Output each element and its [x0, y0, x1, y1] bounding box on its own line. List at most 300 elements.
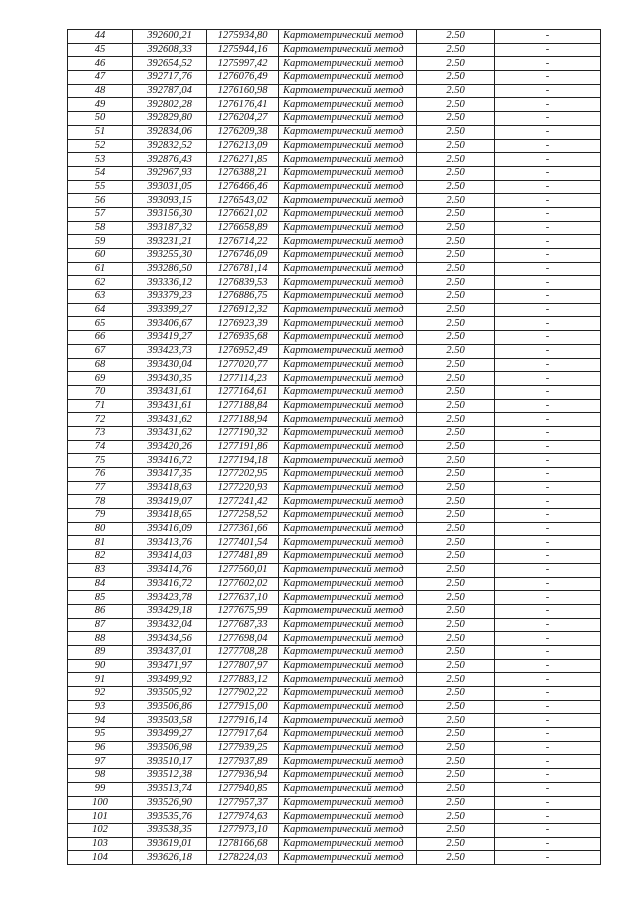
accuracy-cell: 2.50 — [417, 399, 495, 413]
y-coordinate-cell: 1276209,38 — [207, 125, 279, 139]
y-coordinate-cell: 1276935,68 — [207, 331, 279, 345]
x-coordinate-cell: 393512,38 — [133, 769, 207, 783]
y-coordinate-cell: 1276271,85 — [207, 153, 279, 167]
y-coordinate-cell: 1277675,99 — [207, 604, 279, 618]
point-number-cell: 95 — [68, 728, 133, 742]
accuracy-cell: 2.50 — [417, 454, 495, 468]
method-cell: Картометрический метод — [279, 372, 417, 386]
note-cell: - — [495, 536, 601, 550]
note-cell: - — [495, 673, 601, 687]
x-coordinate-cell: 393430,35 — [133, 372, 207, 386]
method-cell: Картометрический метод — [279, 741, 417, 755]
note-cell: - — [495, 700, 601, 714]
method-cell: Картометрический метод — [279, 563, 417, 577]
method-cell: Картометрический метод — [279, 180, 417, 194]
note-cell: - — [495, 221, 601, 235]
method-cell: Картометрический метод — [279, 700, 417, 714]
y-coordinate-cell: 1277902,22 — [207, 687, 279, 701]
accuracy-cell: 2.50 — [417, 221, 495, 235]
point-number-cell: 82 — [68, 550, 133, 564]
method-cell: Картометрический метод — [279, 221, 417, 235]
note-cell: - — [495, 495, 601, 509]
accuracy-cell: 2.50 — [417, 700, 495, 714]
note-cell: - — [495, 755, 601, 769]
note-cell: - — [495, 468, 601, 482]
table-row — [68, 43, 601, 57]
note-cell: - — [495, 303, 601, 317]
method-cell: Картометрический метод — [279, 851, 417, 865]
note-cell: - — [495, 98, 601, 112]
accuracy-cell: 2.50 — [417, 645, 495, 659]
point-number-cell: 71 — [68, 399, 133, 413]
note-cell: - — [495, 550, 601, 564]
y-coordinate-cell: 1276204,27 — [207, 112, 279, 126]
note-cell: - — [495, 235, 601, 249]
x-coordinate-cell: 393420,26 — [133, 440, 207, 454]
table-row — [68, 84, 601, 98]
method-cell: Картометрический метод — [279, 468, 417, 482]
x-coordinate-cell: 393416,72 — [133, 454, 207, 468]
method-cell: Картометрический метод — [279, 194, 417, 208]
point-number-cell: 58 — [68, 221, 133, 235]
accuracy-cell: 2.50 — [417, 30, 495, 44]
table-row — [68, 235, 601, 249]
y-coordinate-cell: 1277937,89 — [207, 755, 279, 769]
y-coordinate-cell: 1277114,23 — [207, 372, 279, 386]
method-cell: Картометрический метод — [279, 550, 417, 564]
table-row — [68, 194, 601, 208]
y-coordinate-cell: 1277637,10 — [207, 591, 279, 605]
note-cell: - — [495, 454, 601, 468]
note-cell: - — [495, 358, 601, 372]
y-coordinate-cell: 1276781,14 — [207, 262, 279, 276]
method-cell: Картометрический метод — [279, 207, 417, 221]
accuracy-cell: 2.50 — [417, 481, 495, 495]
accuracy-cell: 2.50 — [417, 426, 495, 440]
method-cell: Картометрический метод — [279, 303, 417, 317]
accuracy-cell: 2.50 — [417, 550, 495, 564]
y-coordinate-cell: 1276543,02 — [207, 194, 279, 208]
note-cell: - — [495, 180, 601, 194]
note-cell: - — [495, 331, 601, 345]
method-cell: Картометрический метод — [279, 755, 417, 769]
y-coordinate-cell: 1276388,21 — [207, 166, 279, 180]
note-cell: - — [495, 522, 601, 536]
table-row — [68, 71, 601, 85]
x-coordinate-cell: 393286,50 — [133, 262, 207, 276]
note-cell: - — [495, 440, 601, 454]
table-row — [68, 399, 601, 413]
method-cell: Картометрический метод — [279, 139, 417, 153]
point-number-cell: 99 — [68, 782, 133, 796]
note-cell: - — [495, 632, 601, 646]
x-coordinate-cell: 392608,33 — [133, 43, 207, 57]
y-coordinate-cell: 1276839,53 — [207, 276, 279, 290]
y-coordinate-cell: 1277883,12 — [207, 673, 279, 687]
table-row — [68, 796, 601, 810]
y-coordinate-cell: 1277194,18 — [207, 454, 279, 468]
table-row — [68, 331, 601, 345]
x-coordinate-cell: 393510,17 — [133, 755, 207, 769]
accuracy-cell: 2.50 — [417, 166, 495, 180]
y-coordinate-cell: 1276658,89 — [207, 221, 279, 235]
y-coordinate-cell: 1277602,02 — [207, 577, 279, 591]
table-row — [68, 659, 601, 673]
y-coordinate-cell: 1275997,42 — [207, 57, 279, 71]
point-number-cell: 89 — [68, 645, 133, 659]
point-number-cell: 93 — [68, 700, 133, 714]
accuracy-cell: 2.50 — [417, 249, 495, 263]
accuracy-cell: 2.50 — [417, 180, 495, 194]
method-cell: Картометрический метод — [279, 687, 417, 701]
method-cell: Картометрический метод — [279, 317, 417, 331]
point-number-cell: 62 — [68, 276, 133, 290]
point-number-cell: 104 — [68, 851, 133, 865]
note-cell: - — [495, 714, 601, 728]
y-coordinate-cell: 1277917,64 — [207, 728, 279, 742]
x-coordinate-cell: 392832,52 — [133, 139, 207, 153]
accuracy-cell: 2.50 — [417, 125, 495, 139]
method-cell: Картометрический метод — [279, 728, 417, 742]
method-cell: Картометрический метод — [279, 604, 417, 618]
point-number-cell: 60 — [68, 249, 133, 263]
accuracy-cell: 2.50 — [417, 659, 495, 673]
method-cell: Картометрический метод — [279, 673, 417, 687]
note-cell: - — [495, 139, 601, 153]
accuracy-cell: 2.50 — [417, 769, 495, 783]
note-cell: - — [495, 741, 601, 755]
accuracy-cell: 2.50 — [417, 563, 495, 577]
note-cell: - — [495, 563, 601, 577]
accuracy-cell: 2.50 — [417, 796, 495, 810]
note-cell: - — [495, 262, 601, 276]
x-coordinate-cell: 393503,58 — [133, 714, 207, 728]
y-coordinate-cell: 1277687,33 — [207, 618, 279, 632]
y-coordinate-cell: 1278166,68 — [207, 837, 279, 851]
table-row — [68, 577, 601, 591]
method-cell: Картометрический метод — [279, 810, 417, 824]
table-row — [68, 440, 601, 454]
table-row — [68, 166, 601, 180]
y-coordinate-cell: 1277698,04 — [207, 632, 279, 646]
point-number-cell: 51 — [68, 125, 133, 139]
table-row — [68, 837, 601, 851]
point-number-cell: 70 — [68, 385, 133, 399]
point-number-cell: 56 — [68, 194, 133, 208]
note-cell: - — [495, 125, 601, 139]
accuracy-cell: 2.50 — [417, 714, 495, 728]
method-cell: Картометрический метод — [279, 153, 417, 167]
x-coordinate-cell: 393499,92 — [133, 673, 207, 687]
table-row — [68, 98, 601, 112]
accuracy-cell: 2.50 — [417, 194, 495, 208]
table-row — [68, 413, 601, 427]
point-number-cell: 50 — [68, 112, 133, 126]
table-row — [68, 468, 601, 482]
x-coordinate-cell: 393431,62 — [133, 413, 207, 427]
note-cell: - — [495, 687, 601, 701]
x-coordinate-cell: 393418,63 — [133, 481, 207, 495]
note-cell: - — [495, 604, 601, 618]
y-coordinate-cell: 1277807,97 — [207, 659, 279, 673]
x-coordinate-cell: 392600,21 — [133, 30, 207, 44]
point-number-cell: 59 — [68, 235, 133, 249]
point-number-cell: 100 — [68, 796, 133, 810]
point-number-cell: 101 — [68, 810, 133, 824]
point-number-cell: 49 — [68, 98, 133, 112]
method-cell: Картометрический метод — [279, 632, 417, 646]
coordinates-table-body — [68, 30, 601, 865]
note-cell: - — [495, 509, 601, 523]
accuracy-cell: 2.50 — [417, 317, 495, 331]
table-row — [68, 153, 601, 167]
y-coordinate-cell: 1277974,63 — [207, 810, 279, 824]
x-coordinate-cell: 393432,04 — [133, 618, 207, 632]
x-coordinate-cell: 393416,09 — [133, 522, 207, 536]
accuracy-cell: 2.50 — [417, 687, 495, 701]
accuracy-cell: 2.50 — [417, 755, 495, 769]
x-coordinate-cell: 393431,61 — [133, 385, 207, 399]
method-cell: Картометрический метод — [279, 84, 417, 98]
accuracy-cell: 2.50 — [417, 153, 495, 167]
x-coordinate-cell: 393506,98 — [133, 741, 207, 755]
table-row — [68, 604, 601, 618]
point-number-cell: 96 — [68, 741, 133, 755]
y-coordinate-cell: 1277202,95 — [207, 468, 279, 482]
point-number-cell: 83 — [68, 563, 133, 577]
accuracy-cell: 2.50 — [417, 782, 495, 796]
x-coordinate-cell: 393526,90 — [133, 796, 207, 810]
y-coordinate-cell: 1277361,66 — [207, 522, 279, 536]
method-cell: Картометрический метод — [279, 591, 417, 605]
y-coordinate-cell: 1277401,54 — [207, 536, 279, 550]
x-coordinate-cell: 393626,18 — [133, 851, 207, 865]
accuracy-cell: 2.50 — [417, 235, 495, 249]
accuracy-cell: 2.50 — [417, 262, 495, 276]
note-cell: - — [495, 837, 601, 851]
note-cell: - — [495, 207, 601, 221]
y-coordinate-cell: 1276746,09 — [207, 249, 279, 263]
y-coordinate-cell: 1277258,52 — [207, 509, 279, 523]
point-number-cell: 53 — [68, 153, 133, 167]
table-row — [68, 112, 601, 126]
point-number-cell: 79 — [68, 509, 133, 523]
y-coordinate-cell: 1277481,89 — [207, 550, 279, 564]
y-coordinate-cell: 1275944,16 — [207, 43, 279, 57]
table-row — [68, 550, 601, 564]
y-coordinate-cell: 1276466,46 — [207, 180, 279, 194]
point-number-cell: 97 — [68, 755, 133, 769]
point-number-cell: 46 — [68, 57, 133, 71]
note-cell: - — [495, 851, 601, 865]
method-cell: Картометрический метод — [279, 522, 417, 536]
method-cell: Картометрический метод — [279, 714, 417, 728]
accuracy-cell: 2.50 — [417, 276, 495, 290]
x-coordinate-cell: 392717,76 — [133, 71, 207, 85]
point-number-cell: 54 — [68, 166, 133, 180]
method-cell: Картометрический метод — [279, 43, 417, 57]
note-cell: - — [495, 290, 601, 304]
point-number-cell: 64 — [68, 303, 133, 317]
point-number-cell: 63 — [68, 290, 133, 304]
table-row — [68, 303, 601, 317]
point-number-cell: 81 — [68, 536, 133, 550]
note-cell: - — [495, 577, 601, 591]
table-row — [68, 632, 601, 646]
method-cell: Картометрический метод — [279, 577, 417, 591]
accuracy-cell: 2.50 — [417, 71, 495, 85]
x-coordinate-cell: 393406,67 — [133, 317, 207, 331]
y-coordinate-cell: 1277188,94 — [207, 413, 279, 427]
point-number-cell: 45 — [68, 43, 133, 57]
method-cell: Картометрический метод — [279, 495, 417, 509]
point-number-cell: 80 — [68, 522, 133, 536]
table-row — [68, 249, 601, 263]
table-row — [68, 769, 601, 783]
note-cell: - — [495, 57, 601, 71]
y-coordinate-cell: 1276714,22 — [207, 235, 279, 249]
table-row — [68, 536, 601, 550]
accuracy-cell: 2.50 — [417, 112, 495, 126]
x-coordinate-cell: 392802,28 — [133, 98, 207, 112]
y-coordinate-cell: 1277915,00 — [207, 700, 279, 714]
accuracy-cell: 2.50 — [417, 522, 495, 536]
table-row — [68, 522, 601, 536]
method-cell: Картометрический метод — [279, 276, 417, 290]
table-row — [68, 57, 601, 71]
y-coordinate-cell: 1277973,10 — [207, 823, 279, 837]
accuracy-cell: 2.50 — [417, 741, 495, 755]
table-row — [68, 385, 601, 399]
point-number-cell: 91 — [68, 673, 133, 687]
point-number-cell: 86 — [68, 604, 133, 618]
y-coordinate-cell: 1277220,93 — [207, 481, 279, 495]
x-coordinate-cell: 393423,78 — [133, 591, 207, 605]
note-cell: - — [495, 372, 601, 386]
table-row — [68, 344, 601, 358]
note-cell: - — [495, 728, 601, 742]
x-coordinate-cell: 392876,43 — [133, 153, 207, 167]
accuracy-cell: 2.50 — [417, 57, 495, 71]
table-row — [68, 372, 601, 386]
x-coordinate-cell: 393255,30 — [133, 249, 207, 263]
table-row — [68, 221, 601, 235]
method-cell: Картометрический метод — [279, 796, 417, 810]
method-cell: Картометрический метод — [279, 57, 417, 71]
method-cell: Картометрический метод — [279, 454, 417, 468]
x-coordinate-cell: 393506,86 — [133, 700, 207, 714]
y-coordinate-cell: 1277957,37 — [207, 796, 279, 810]
x-coordinate-cell: 392834,06 — [133, 125, 207, 139]
x-coordinate-cell: 393513,74 — [133, 782, 207, 796]
x-coordinate-cell: 393535,76 — [133, 810, 207, 824]
point-number-cell: 103 — [68, 837, 133, 851]
note-cell: - — [495, 782, 601, 796]
note-cell: - — [495, 591, 601, 605]
x-coordinate-cell: 393379,23 — [133, 290, 207, 304]
method-cell: Картометрический метод — [279, 30, 417, 44]
accuracy-cell: 2.50 — [417, 837, 495, 851]
point-number-cell: 65 — [68, 317, 133, 331]
method-cell: Картометрический метод — [279, 782, 417, 796]
y-coordinate-cell: 1276176,41 — [207, 98, 279, 112]
point-number-cell: 102 — [68, 823, 133, 837]
point-number-cell: 73 — [68, 426, 133, 440]
y-coordinate-cell: 1276076,49 — [207, 71, 279, 85]
accuracy-cell: 2.50 — [417, 823, 495, 837]
point-number-cell: 55 — [68, 180, 133, 194]
method-cell: Картометрический метод — [279, 262, 417, 276]
accuracy-cell: 2.50 — [417, 358, 495, 372]
y-coordinate-cell: 1277241,42 — [207, 495, 279, 509]
y-coordinate-cell: 1277939,25 — [207, 741, 279, 755]
accuracy-cell: 2.50 — [417, 577, 495, 591]
accuracy-cell: 2.50 — [417, 851, 495, 865]
note-cell: - — [495, 71, 601, 85]
point-number-cell: 61 — [68, 262, 133, 276]
y-coordinate-cell: 1277916,14 — [207, 714, 279, 728]
x-coordinate-cell: 393538,35 — [133, 823, 207, 837]
y-coordinate-cell: 1276952,49 — [207, 344, 279, 358]
point-number-cell: 87 — [68, 618, 133, 632]
point-number-cell: 92 — [68, 687, 133, 701]
y-coordinate-cell: 1277164,61 — [207, 385, 279, 399]
method-cell: Картометрический метод — [279, 440, 417, 454]
y-coordinate-cell: 1276213,09 — [207, 139, 279, 153]
note-cell: - — [495, 399, 601, 413]
table-row — [68, 810, 601, 824]
point-number-cell: 66 — [68, 331, 133, 345]
note-cell: - — [495, 153, 601, 167]
method-cell: Картометрический метод — [279, 249, 417, 263]
table-row — [68, 358, 601, 372]
y-coordinate-cell: 1277940,85 — [207, 782, 279, 796]
table-row — [68, 509, 601, 523]
table-row — [68, 495, 601, 509]
accuracy-cell: 2.50 — [417, 84, 495, 98]
point-number-cell: 48 — [68, 84, 133, 98]
accuracy-cell: 2.50 — [417, 413, 495, 427]
point-number-cell: 69 — [68, 372, 133, 386]
accuracy-cell: 2.50 — [417, 509, 495, 523]
table-row — [68, 728, 601, 742]
x-coordinate-cell: 392654,52 — [133, 57, 207, 71]
x-coordinate-cell: 393416,72 — [133, 577, 207, 591]
accuracy-cell: 2.50 — [417, 673, 495, 687]
x-coordinate-cell: 393187,32 — [133, 221, 207, 235]
table-row — [68, 426, 601, 440]
method-cell: Картометрический метод — [279, 645, 417, 659]
table-row — [68, 782, 601, 796]
table-row — [68, 317, 601, 331]
point-number-cell: 68 — [68, 358, 133, 372]
point-number-cell: 57 — [68, 207, 133, 221]
x-coordinate-cell: 393336,12 — [133, 276, 207, 290]
accuracy-cell: 2.50 — [417, 468, 495, 482]
accuracy-cell: 2.50 — [417, 98, 495, 112]
table-row — [68, 125, 601, 139]
note-cell: - — [495, 30, 601, 44]
table-row — [68, 454, 601, 468]
accuracy-cell: 2.50 — [417, 331, 495, 345]
x-coordinate-cell: 393471,97 — [133, 659, 207, 673]
x-coordinate-cell: 393031,05 — [133, 180, 207, 194]
note-cell: - — [495, 84, 601, 98]
x-coordinate-cell: 393156,30 — [133, 207, 207, 221]
point-number-cell: 85 — [68, 591, 133, 605]
point-number-cell: 44 — [68, 30, 133, 44]
x-coordinate-cell: 393431,61 — [133, 399, 207, 413]
